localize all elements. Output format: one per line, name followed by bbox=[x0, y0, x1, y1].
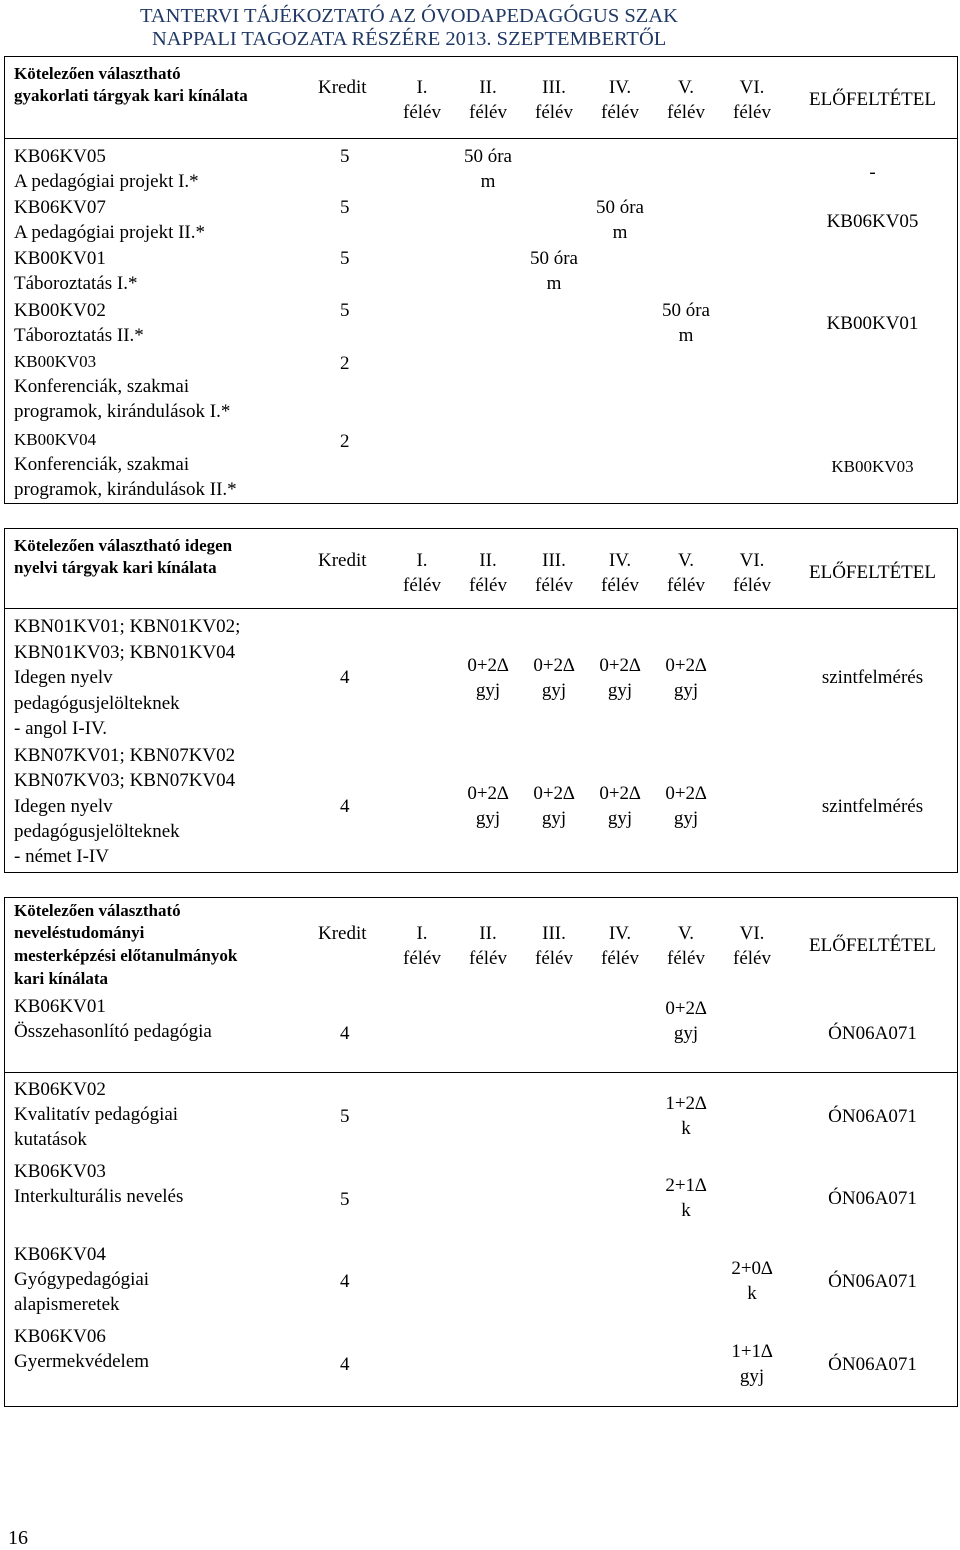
course-name: Táboroztatás I.* bbox=[14, 273, 138, 294]
course-code: KB06KV05 bbox=[14, 146, 106, 167]
course-hours: 0+2∆ bbox=[533, 655, 575, 676]
row-divider bbox=[4, 1072, 958, 1073]
course-name: alapismeretek bbox=[14, 1294, 120, 1315]
column-header-felev: félév bbox=[667, 948, 705, 969]
course-code: KB00KV02 bbox=[14, 300, 106, 321]
column-header-felev: félév bbox=[733, 575, 771, 596]
course-prereq: KB00KV03 bbox=[831, 457, 914, 476]
course-prereq: ÓN06A071 bbox=[828, 1271, 917, 1292]
course-name: pedagógusjelölteknek bbox=[14, 821, 180, 842]
course-hours: 50 óra bbox=[463, 146, 512, 167]
column-header-sem3: III. bbox=[542, 923, 566, 944]
course-prereq: szintfelmérés bbox=[821, 667, 924, 688]
section-title: Kötelezően választható bbox=[14, 64, 181, 83]
course-name: Kvalitatív pedagógiai bbox=[14, 1104, 179, 1125]
column-header-sem5: V. bbox=[677, 550, 695, 571]
course-prereq: szintfelmérés bbox=[821, 796, 924, 817]
section-title: Kötelezően választható bbox=[14, 901, 181, 920]
course-name: programok, kirándulások I.* bbox=[14, 401, 231, 422]
course-codes: KBN01KV03; KBN01KV04 bbox=[14, 642, 236, 663]
course-kredit: 4 bbox=[340, 796, 350, 817]
course-name: kutatások bbox=[14, 1129, 87, 1150]
course-hours-unit: gyj bbox=[739, 1366, 765, 1387]
course-hours: 0+2∆ bbox=[599, 783, 641, 804]
course-hours: 0+2∆ bbox=[665, 998, 707, 1019]
course-name: Konferenciák, szakmai bbox=[14, 376, 190, 397]
course-kredit: 5 bbox=[340, 146, 350, 167]
course-hours: 2+1∆ bbox=[665, 1175, 707, 1196]
section-title: neveléstudományi bbox=[14, 923, 145, 942]
column-header-felev: félév bbox=[667, 102, 705, 123]
course-hours: 0+2∆ bbox=[467, 655, 509, 676]
course-kredit: 5 bbox=[340, 1106, 350, 1127]
column-header-sem3: III. bbox=[542, 77, 566, 98]
course-hours-unit: gyj bbox=[673, 680, 699, 701]
column-header-sem4: IV. bbox=[608, 923, 632, 944]
course-hours-unit: m bbox=[546, 273, 562, 294]
course-name: Gyógypedagógiai bbox=[14, 1269, 150, 1290]
section-title: Kötelezően választható idegen bbox=[14, 536, 233, 555]
page-title-line1: TANTERVI TÁJÉKOZTATÓ AZ ÓVODAPEDAGÓGUS SZAK bbox=[140, 5, 678, 27]
course-name: Idegen nyelv bbox=[14, 667, 113, 688]
course-name: A pedagógiai projekt II.* bbox=[14, 222, 206, 243]
column-header-sem1: I. bbox=[416, 77, 428, 98]
column-header-sem5: V. bbox=[677, 77, 695, 98]
course-hours: 1+2∆ bbox=[665, 1093, 707, 1114]
column-header-sem1: I. bbox=[416, 923, 428, 944]
course-hours-unit: gyj bbox=[475, 680, 501, 701]
course-name: Idegen nyelv bbox=[14, 796, 113, 817]
course-kredit: 5 bbox=[340, 1189, 350, 1210]
course-hours-unit: gyj bbox=[475, 808, 501, 829]
course-codes: KBN01KV01; KBN01KV02; bbox=[14, 616, 241, 637]
course-hours: 0+2∆ bbox=[599, 655, 641, 676]
column-header-sem6: VI. bbox=[739, 77, 765, 98]
section-title: mesterképzési előtanulmányok bbox=[14, 946, 238, 965]
course-kredit: 5 bbox=[340, 300, 350, 321]
column-header-kredit: Kredit bbox=[318, 77, 367, 98]
column-header-felev: félév bbox=[601, 948, 639, 969]
course-hours-unit: m bbox=[480, 171, 496, 192]
column-header-kredit: Kredit bbox=[318, 923, 367, 944]
course-code: KB06KV01 bbox=[14, 996, 106, 1017]
course-hours-unit: k bbox=[681, 1118, 691, 1139]
course-prereq: - bbox=[869, 162, 876, 183]
course-code: KB06KV07 bbox=[14, 197, 106, 218]
course-hours: 50 óra bbox=[595, 197, 644, 218]
column-header-kredit: Kredit bbox=[318, 550, 367, 571]
course-hours: 1+1∆ bbox=[731, 1341, 773, 1362]
course-hours-unit: m bbox=[612, 222, 628, 243]
column-header-felev: félév bbox=[667, 575, 705, 596]
section-title: gyakorlati tárgyak kari kínálata bbox=[14, 86, 248, 105]
course-kredit: 5 bbox=[340, 197, 350, 218]
column-header-felev: félév bbox=[601, 575, 639, 596]
course-kredit: 4 bbox=[340, 1023, 350, 1044]
course-name: Interkulturális nevelés bbox=[14, 1186, 184, 1207]
column-header-felev: félév bbox=[535, 948, 573, 969]
course-prereq: ÓN06A071 bbox=[828, 1354, 917, 1375]
course-hours-unit: k bbox=[681, 1200, 691, 1221]
course-prereq: ÓN06A071 bbox=[828, 1106, 917, 1127]
course-hours: 0+2∆ bbox=[533, 783, 575, 804]
course-prereq: ÓN06A071 bbox=[828, 1023, 917, 1044]
course-hours-unit: gyj bbox=[607, 808, 633, 829]
column-header-sem6: VI. bbox=[739, 923, 765, 944]
course-hours-unit: m bbox=[678, 325, 694, 346]
column-header-sem2: II. bbox=[479, 923, 497, 944]
column-header-felev: félév bbox=[403, 575, 441, 596]
course-hours-unit: k bbox=[747, 1283, 757, 1304]
course-hours: 0+2∆ bbox=[665, 655, 707, 676]
course-name: - angol I-IV. bbox=[14, 718, 108, 739]
course-hours: 2+0∆ bbox=[731, 1258, 773, 1279]
column-header-felev: félév bbox=[535, 575, 573, 596]
course-hours-unit: gyj bbox=[673, 1023, 699, 1044]
column-header-prereq: ELŐFELTÉTEL bbox=[809, 935, 936, 956]
column-header-prereq: ELŐFELTÉTEL bbox=[809, 562, 936, 583]
course-code: KB00KV01 bbox=[14, 248, 106, 269]
course-hours-unit: gyj bbox=[673, 808, 699, 829]
column-header-sem3: III. bbox=[542, 550, 566, 571]
course-name: Konferenciák, szakmai bbox=[14, 454, 190, 475]
column-header-sem2: II. bbox=[479, 77, 497, 98]
column-header-felev: félév bbox=[469, 102, 507, 123]
column-header-felev: félév bbox=[733, 948, 771, 969]
course-code: KB06KV04 bbox=[14, 1244, 106, 1265]
course-kredit: 5 bbox=[340, 248, 350, 269]
column-header-felev: félév bbox=[601, 102, 639, 123]
course-name: - német I-IV bbox=[14, 846, 109, 867]
column-header-sem1: I. bbox=[416, 550, 428, 571]
column-header-felev: félév bbox=[469, 575, 507, 596]
section-title: kari kínálata bbox=[14, 969, 108, 988]
course-hours: 0+2∆ bbox=[665, 783, 707, 804]
page-title-line2: NAPPALI TAGOZATA RÉSZÉRE 2013. SZEPTEMBERTŐL bbox=[152, 28, 667, 50]
course-hours: 50 óra bbox=[529, 248, 578, 269]
table-header-divider bbox=[4, 138, 958, 139]
course-hours-unit: gyj bbox=[541, 680, 567, 701]
course-code: KB06KV06 bbox=[14, 1326, 106, 1347]
course-name: Táboroztatás II.* bbox=[14, 325, 144, 346]
course-codes: KBN07KV01; KBN07KV02 bbox=[14, 745, 236, 766]
course-code: KB06KV02 bbox=[14, 1079, 106, 1100]
column-header-sem2: II. bbox=[479, 550, 497, 571]
column-header-felev: félév bbox=[733, 102, 771, 123]
course-kredit: 2 bbox=[340, 431, 350, 452]
course-kredit: 4 bbox=[340, 1354, 350, 1375]
course-name: programok, kirándulások II.* bbox=[14, 479, 237, 500]
course-hours-unit: gyj bbox=[607, 680, 633, 701]
course-hours: 50 óra bbox=[661, 300, 710, 321]
course-code: KB00KV04 bbox=[14, 430, 97, 449]
course-prereq: ÓN06A071 bbox=[828, 1188, 917, 1209]
course-name: Gyermekvédelem bbox=[14, 1351, 150, 1372]
course-name: A pedagógiai projekt I.* bbox=[14, 171, 199, 192]
page-number: 16 bbox=[8, 1527, 28, 1549]
course-name: pedagógusjelölteknek bbox=[14, 693, 180, 714]
course-hours-unit: gyj bbox=[541, 808, 567, 829]
table-header-divider bbox=[4, 608, 958, 609]
course-kredit: 4 bbox=[340, 667, 350, 688]
column-header-sem6: VI. bbox=[739, 550, 765, 571]
column-header-sem5: V. bbox=[677, 923, 695, 944]
course-prereq: KB06KV05 bbox=[826, 211, 919, 232]
course-codes: KBN07KV03; KBN07KV04 bbox=[14, 770, 236, 791]
course-code: KB00KV03 bbox=[14, 352, 97, 371]
column-header-sem4: IV. bbox=[608, 550, 632, 571]
column-header-sem4: IV. bbox=[608, 77, 632, 98]
course-kredit: 2 bbox=[340, 353, 350, 374]
column-header-felev: félév bbox=[535, 102, 573, 123]
section-title: nyelvi tárgyak kari kínálata bbox=[14, 558, 217, 577]
pedagogy-subjects-table bbox=[4, 897, 958, 1407]
column-header-prereq: ELŐFELTÉTEL bbox=[809, 89, 936, 110]
course-hours: 0+2∆ bbox=[467, 783, 509, 804]
course-prereq: KB00KV01 bbox=[826, 313, 919, 334]
column-header-felev: félév bbox=[469, 948, 507, 969]
column-header-felev: félév bbox=[403, 102, 441, 123]
column-header-felev: félév bbox=[403, 948, 441, 969]
course-code: KB06KV03 bbox=[14, 1161, 106, 1182]
course-kredit: 4 bbox=[340, 1271, 350, 1292]
course-name: Összehasonlító pedagógia bbox=[14, 1021, 212, 1042]
